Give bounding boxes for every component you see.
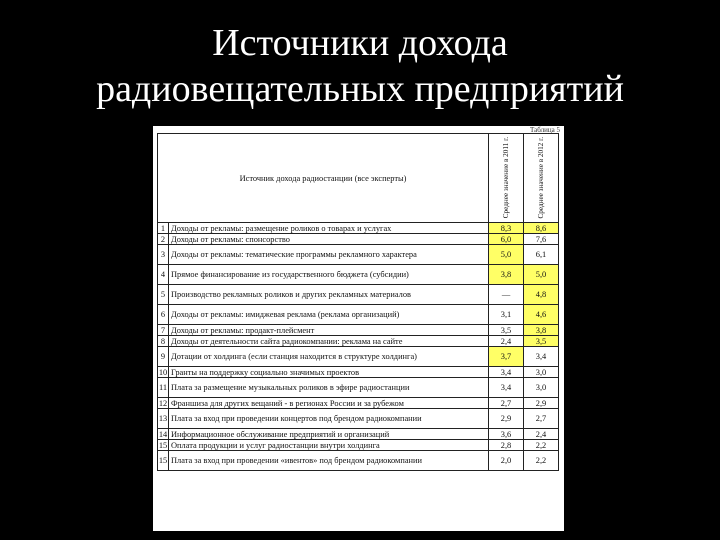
value-2011: 8,3 [489, 223, 524, 234]
table-row: 8 Доходы от деятельности сайта радиокомпании: реклама на сайте 2,4 3,5 [158, 336, 559, 347]
table-row: 13 Плата за вход при проведении концертов под брендом радиокомпании 2,9 2,7 [158, 409, 559, 429]
value-2011: 3,8 [489, 265, 524, 285]
table-row: 7 Доходы от рекламы: продакт-плейсмент 3,5 3,8 [158, 325, 559, 336]
table-row: 6 Доходы от рекламы: имиджевая реклама (реклама организаций) 3,1 4,6 [158, 305, 559, 325]
table-row: 10 Гранты на поддержку социально значимых проектов 3,4 3,0 [158, 367, 559, 378]
value-2011: 2,9 [489, 409, 524, 429]
value-2011: 3,5 [489, 325, 524, 336]
value-2012: 8,6 [524, 223, 559, 234]
value-2011: 2,8 [489, 440, 524, 451]
table-row: 2 Доходы от рекламы: спонсорство 6,0 7,6 [158, 234, 559, 245]
value-2012: 2,9 [524, 398, 559, 409]
header-source: Источник дохода радиостанции (все эксперты) [158, 134, 489, 223]
header-2012: Среднее значение в 2012 г. [524, 134, 559, 223]
value-2012: 3,4 [524, 347, 559, 367]
table-row: 1 Доходы от рекламы: размещение роликов о товарах и услугах 8,3 8,6 [158, 223, 559, 234]
table-row: 12 Франшиза для других вещаний - в регионах России и за рубежом 2,7 2,9 [158, 398, 559, 409]
value-2011: 2,7 [489, 398, 524, 409]
income-sources-table [157, 133, 559, 471]
value-2011: 3,7 [489, 347, 524, 367]
value-2012: 3,8 [524, 325, 559, 336]
value-2011: 3,4 [489, 378, 524, 398]
slide-title [0, 20, 720, 112]
value-2011: 2,0 [489, 451, 524, 471]
table-row: 4 Прямое финансирование из государственного бюджета (субсидии) 3,8 5,0 [158, 265, 559, 285]
table-row: 14 Информационное обслуживание предприятий и организаций 3,6 2,4 [158, 429, 559, 440]
header-2011: Среднее значение в 2011 г. [489, 134, 524, 223]
value-2012: 6,1 [524, 245, 559, 265]
value-2012: 2,7 [524, 409, 559, 429]
value-2011: 6,0 [489, 234, 524, 245]
value-2011: 3,4 [489, 367, 524, 378]
value-2012: 3,0 [524, 367, 559, 378]
table-header-row [158, 134, 559, 223]
value-2012: 2,2 [524, 451, 559, 471]
value-2012: 4,6 [524, 305, 559, 325]
title-line-1: Источники дохода [212, 22, 508, 64]
value-2011: — [489, 285, 524, 305]
value-2012: 3,5 [524, 336, 559, 347]
value-2011: 5,0 [489, 245, 524, 265]
value-2011: 2,4 [489, 336, 524, 347]
value-2012: 7,6 [524, 234, 559, 245]
value-2012: 2,2 [524, 440, 559, 451]
table-row: 15 Оплата продукции и услуг радиостанции внутри холдинга 2,8 2,2 [158, 440, 559, 451]
table-row: 3 Доходы от рекламы: тематические программы рекламного характера 5,0 6,1 [158, 245, 559, 265]
table-row: 15 Плата за вход при проведении «ивентов» под брендом радиокомпании 2,0 2,2 [158, 451, 559, 471]
value-2012: 2,4 [524, 429, 559, 440]
value-2011: 3,1 [489, 305, 524, 325]
value-2012: 5,0 [524, 265, 559, 285]
title-line-2: радиовещательных предприятий [96, 68, 624, 110]
table-row: 9 Дотации от холдинга (если станция находится в структуре холдинга) 3,7 3,4 [158, 347, 559, 367]
table-caption: Таблица 5 [530, 126, 560, 134]
table-image [153, 126, 564, 531]
table-row: 5 Производство рекламных роликов и других рекламных материалов — 4,8 [158, 285, 559, 305]
value-2012: 4,8 [524, 285, 559, 305]
value-2011: 3,6 [489, 429, 524, 440]
value-2012: 3,0 [524, 378, 559, 398]
table-row: 11 Плата за размещение музыкальных роликов в эфире радиостанции 3,4 3,0 [158, 378, 559, 398]
